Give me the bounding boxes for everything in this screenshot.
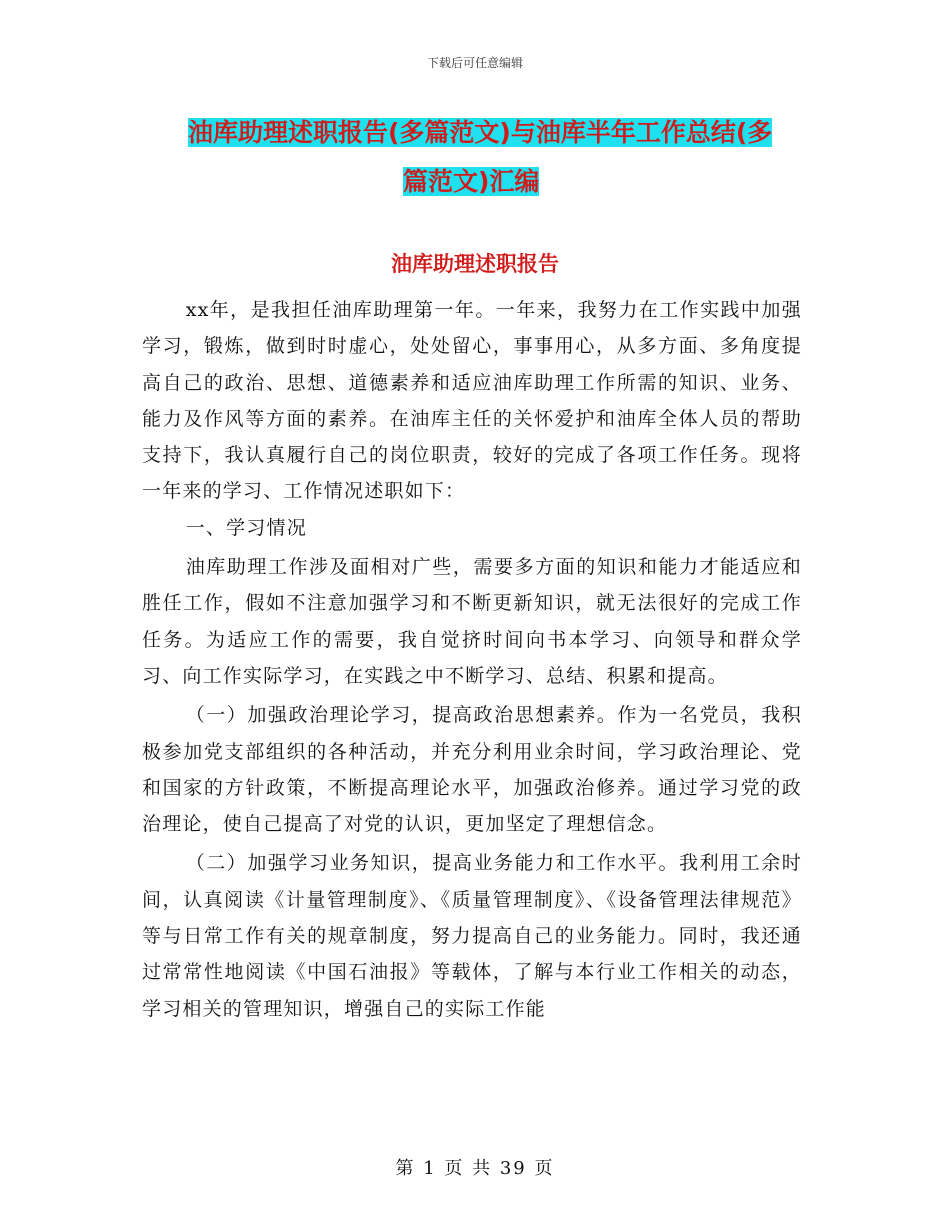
body-text [142,292,802,1027]
paragraph-heading-study: 一、学习情况 [185,516,307,539]
document-title [188,108,818,206]
page-number-footer: 第 1 页 共 39 页 [395,1158,555,1179]
title-line-2: 篇范文)汇编 [403,167,540,196]
section-title: 油库助理述职报告 [391,252,559,276]
paragraph-intro: xx年，是我担任油库助理第一年。一年来，我努力在工作实践中加强学习，锻炼，做到时时虚心，处处留心，事事用心，从多方面、多角度提高自己的政治、思想、道德素养和适应油库助理工作所需的知识、业务、能力及作风等方面的素养。在油库主任的关怀爱护和油库全体人员的帮助支持下，我认真履行自己的岗位职责，较好的完成了各项工作任务。现将一年来的学习、工作情况述职如下： [142,299,802,503]
title-line-1: 油库助理述职报告(多篇范文)与油库半年工作总结(多 [188,118,773,147]
header-note: 下载后可任意编辑 [426,56,523,70]
paragraph-business-study: （二）加强学习业务知识，提高业务能力和工作水平。我利用工余时间，认真阅读《计量管理制度》、《质量管理制度》、《设备管理法律规范》等与日常工作有关的规章制度，努力提高自己的业务能力。同时，我还通过常常性地阅读《中国石油报》等载体，了解与本行业工作相关的动态，学习相关的管理知识，增强自己的实际工作能 [142,852,802,1020]
paragraph-political-study: （一）加强政治理论学习，提高政治思想素养。作为一名党员，我积极参加党支部组织的各种活动，并充分利用业余时间，学习政治理论、党和国家的方针政策，不断提高理论水平，加强政治修养。通过学习党的政治理论，使自己提高了对党的认识，更加坚定了理想信念。 [142,704,802,836]
paragraph-study-overview: 油库助理工作涉及面相对广些，需要多方面的知识和能力才能适应和胜任工作，假如不注意加强学习和不断更新知识，就无法很好的完成工作任务。为适应工作的需要，我自觉挤时间向书本学习、向领导和群众学习、向工作实际学习，在实践之中不断学习、总结、积累和提高。 [142,556,802,687]
